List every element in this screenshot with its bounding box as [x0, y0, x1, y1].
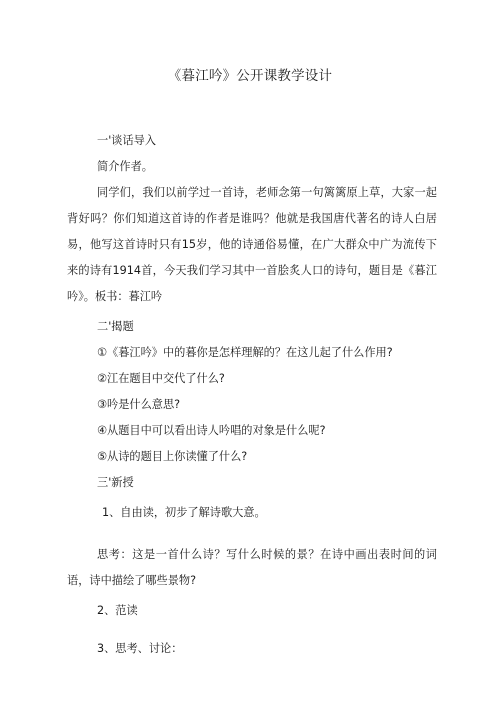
- step-discussion: 3、思考、讨论：: [97, 642, 183, 655]
- section-heading-intro: 一'谈话导入: [97, 134, 157, 147]
- section-heading-new-lesson: 三'新授: [97, 476, 134, 489]
- question-item: ④从题目中可以看出诗人吟唱的对象是什么呢?: [97, 424, 326, 437]
- document-title: 《暮江吟》公开课教学设计: [167, 68, 333, 84]
- step-model-reading: 2、范读: [97, 604, 138, 617]
- question-item: ②江在题目中交代了什么?: [97, 372, 225, 385]
- thinking-questions: 思考：这是一首什么诗？写什么时候的景？在诗中画出表时间的词语，诗中描绘了哪些景物?: [67, 548, 437, 587]
- question-item: ③吟是什么意思?: [97, 398, 181, 411]
- step-free-reading: 1、自由读，初步了解诗歌大意。: [102, 506, 266, 519]
- section-heading-topic: 二'揭题: [97, 320, 134, 333]
- question-item: ⑤从诗的题目上你读懂了什么?: [97, 450, 248, 463]
- author-intro-text: 简介作者。: [97, 160, 153, 173]
- intro-paragraph: 同学们，我们以前学过一首诗，老师念第一句篱篱原上草，大家一起背好吗？你们知道这首诗的作者是谁吗？他就是我国唐代著名的诗人白居易，他写这首诗时只有15岁，他的诗通俗易懂，在广大群众中广为流传下来的诗有1914首，今天我们学习其中一首脍炙人口的诗句，题目是《暮江吟》。板书：暮江吟: [67, 186, 437, 303]
- question-item: ①《暮江吟》中的暮你是怎样理解的？在这儿起了什么作用?: [97, 346, 393, 359]
